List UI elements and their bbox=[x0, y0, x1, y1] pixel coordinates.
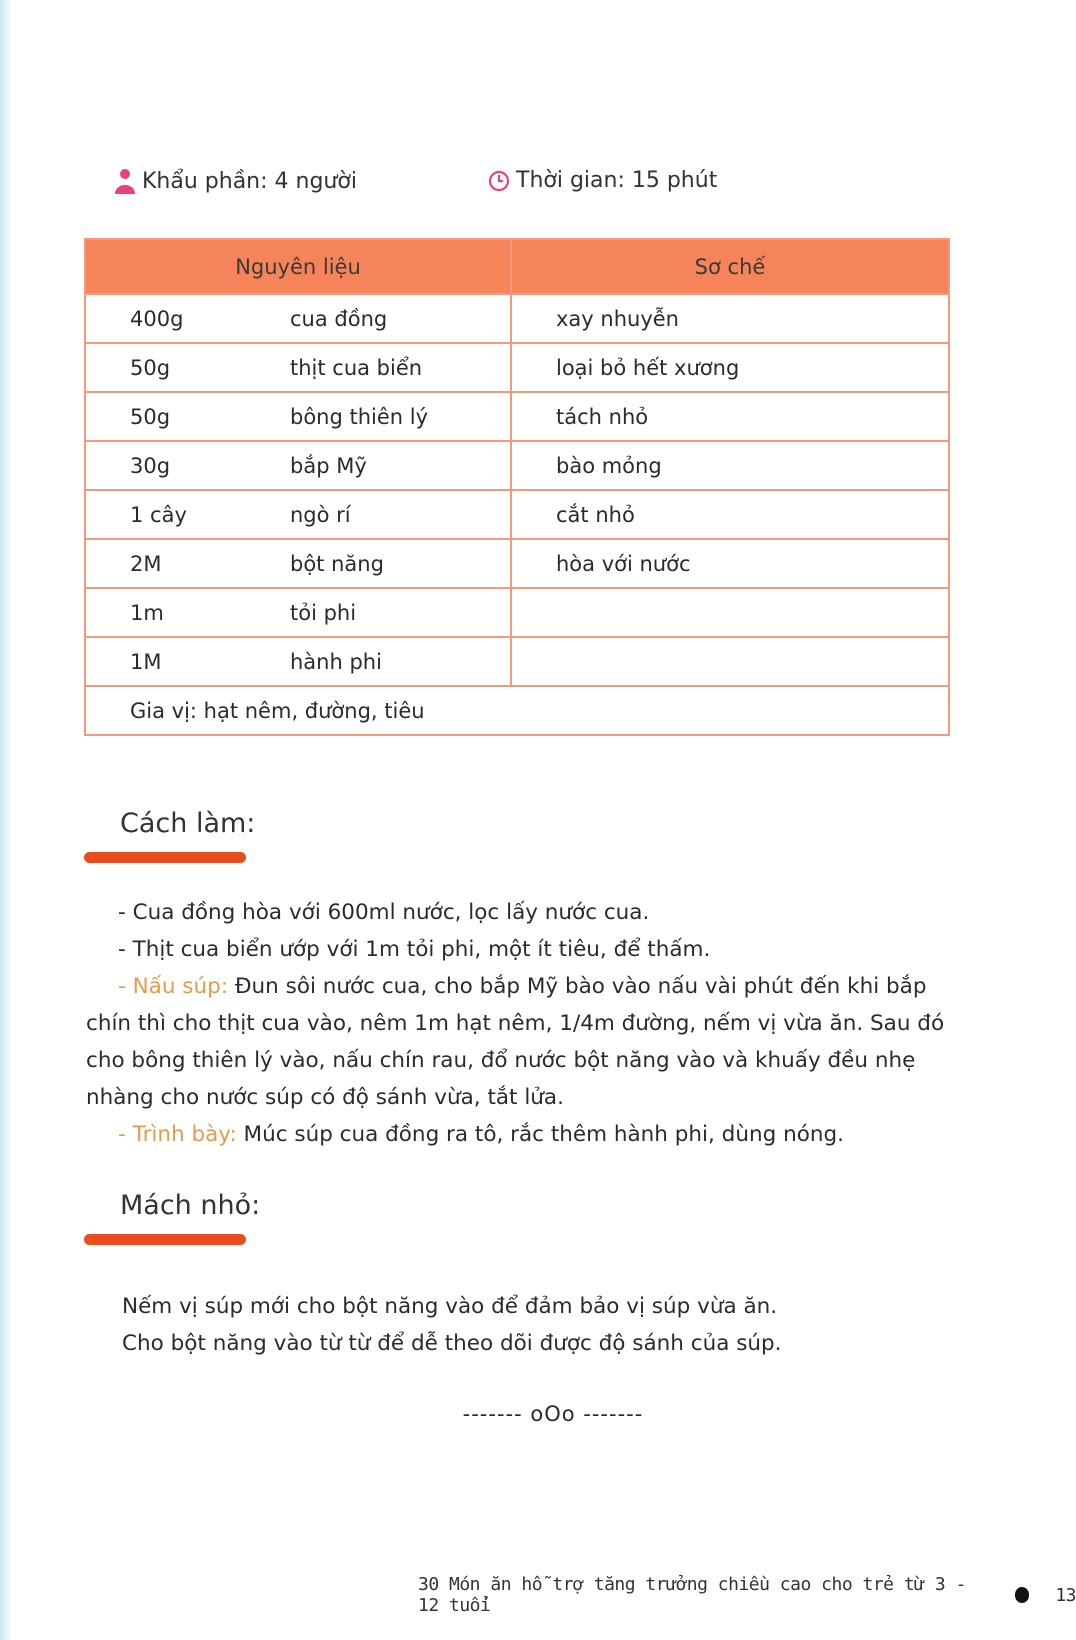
time-info bbox=[488, 168, 717, 193]
page-edge bbox=[0, 0, 12, 1640]
table-row bbox=[85, 588, 949, 637]
step-4-text: Múc súp cua đồng ra tô, rắc thêm hành phi, dùng nóng. bbox=[236, 1122, 844, 1147]
spices-text: Gia vị: hạt nêm, đường, tiêu bbox=[85, 686, 949, 735]
ingredient-name: ngò rí bbox=[290, 490, 511, 539]
ingredient-name: cua đồng bbox=[290, 294, 511, 343]
step-4-label: - Trình bày: bbox=[118, 1122, 237, 1147]
ingredient-prep bbox=[511, 637, 949, 686]
tip-line-2: Cho bột năng vào từ từ để dễ theo dõi được độ sánh của súp. bbox=[122, 1331, 782, 1356]
servings-info bbox=[114, 168, 357, 194]
table-header-row bbox=[85, 239, 949, 294]
tips-body bbox=[122, 1288, 942, 1362]
header-preparation: Sơ chế bbox=[511, 239, 949, 294]
method-heading-underline bbox=[84, 852, 246, 863]
table-row bbox=[85, 637, 949, 686]
bullet-dot-icon bbox=[1015, 1587, 1030, 1603]
step-4 bbox=[86, 1116, 956, 1153]
ingredient-name: bông thiên lý bbox=[290, 392, 511, 441]
step-3 bbox=[86, 968, 956, 1116]
ingredient-quantity: 400g bbox=[85, 294, 290, 343]
table-row bbox=[85, 539, 949, 588]
tips-heading: Mách nhỏ: bbox=[120, 1190, 261, 1221]
table-row bbox=[85, 294, 949, 343]
page-footer bbox=[418, 1574, 1076, 1616]
step-3-text: Đun sôi nước cua, cho bắp Mỹ bào vào nấu vài phút đến khi bắp chín thì cho thịt cua vào, nêm 1m hạt nêm, 1/4m đường, nếm vị vừa ăn. Sau đó cho bông thiên lý vào, nấu chín rau, đổ nước bột năng vào và khuấy đều nhẹ nhàng cho nước súp có độ sánh vừa, tắt lửa. bbox=[86, 974, 945, 1110]
ingredient-name: hành phi bbox=[290, 637, 511, 686]
ingredient-quantity: 50g bbox=[85, 343, 290, 392]
section-separator: ------- oOo ------- bbox=[462, 1402, 644, 1426]
ingredient-quantity: 30g bbox=[85, 441, 290, 490]
ingredient-prep: loại bỏ hết xương bbox=[511, 343, 949, 392]
ingredient-prep: xay nhuyễn bbox=[511, 294, 949, 343]
ingredient-name: tỏi phi bbox=[290, 588, 511, 637]
step-3-label: - Nấu súp: bbox=[118, 974, 229, 999]
method-heading: Cách làm: bbox=[120, 808, 256, 839]
clock-icon bbox=[488, 170, 510, 192]
ingredient-quantity: 1m bbox=[85, 588, 290, 637]
book-title: 30 Món ăn hỗ trợ tăng trưởng chiều cao cho trẻ từ 3 - 12 tuổi bbox=[418, 1574, 966, 1616]
table-row bbox=[85, 343, 949, 392]
tips-heading-underline bbox=[84, 1234, 246, 1245]
ingredients-table bbox=[84, 238, 950, 736]
time-text: Thời gian: 15 phút bbox=[516, 168, 718, 193]
step-1: - Cua đồng hòa với 600ml nước, lọc lấy nước cua. bbox=[118, 900, 650, 925]
table-row bbox=[85, 441, 949, 490]
ingredient-prep: tách nhỏ bbox=[511, 392, 949, 441]
ingredient-prep bbox=[511, 588, 949, 637]
ingredient-quantity: 1M bbox=[85, 637, 290, 686]
ingredient-name: bột năng bbox=[290, 539, 511, 588]
ingredient-quantity: 2M bbox=[85, 539, 290, 588]
method-steps bbox=[86, 894, 956, 1153]
step-2: - Thịt cua biển ướp với 1m tỏi phi, một ít tiêu, để thấm. bbox=[118, 937, 711, 962]
ingredient-quantity: 50g bbox=[85, 392, 290, 441]
ingredient-quantity: 1 cây bbox=[85, 490, 290, 539]
person-icon bbox=[114, 168, 136, 194]
ingredient-name: thịt cua biển bbox=[290, 343, 511, 392]
ingredient-prep: hòa với nước bbox=[511, 539, 949, 588]
table-row bbox=[85, 490, 949, 539]
tip-line-1: Nếm vị súp mới cho bột năng vào để đảm bảo vị súp vừa ăn. bbox=[122, 1294, 778, 1319]
ingredient-prep: cắt nhỏ bbox=[511, 490, 949, 539]
ingredient-name: bắp Mỹ bbox=[290, 441, 511, 490]
servings-text: Khẩu phần: 4 người bbox=[142, 168, 357, 194]
header-ingredients: Nguyên liệu bbox=[85, 239, 511, 294]
table-row bbox=[85, 392, 949, 441]
ingredient-prep: bào mỏng bbox=[511, 441, 949, 490]
page-number: 13 bbox=[1055, 1584, 1076, 1606]
table-row-spices bbox=[85, 686, 949, 735]
